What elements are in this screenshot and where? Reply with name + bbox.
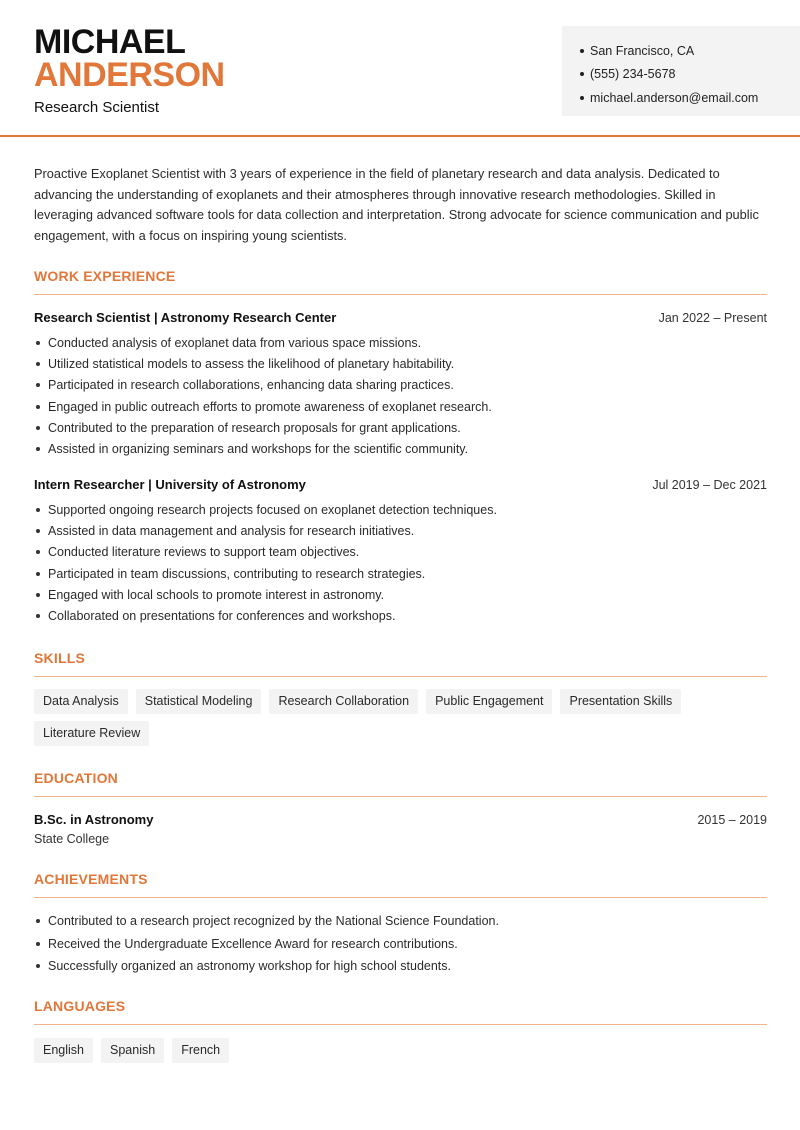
school-name: State College [34,832,110,846]
list-item: Conducted analysis of exoplanet data from various space missions. [34,332,767,353]
list-item: Collaborated on presentations for conferences and workshops. [34,605,767,626]
contact-location: San Francisco, CA [580,39,800,63]
contact-box [562,26,800,116]
list-item: Utilized statistical models to assess the likelihood of planetary habitability. [34,353,767,374]
skills-tags [34,689,767,753]
summary-paragraph: Proactive Exoplanet Scientist with 3 years of experience in the field of planetary research and data analysis. Dedicated to advancing the understanding of exoplanets and their atmospheres through innovative research methodologies. Skilled in leveraging advanced software tools for data collection and interpretation. Strong advocate for science communication and public engagement, with a focus on inspiring young scientists. [34,166,759,243]
list-item: Contributed to the preparation of research proposals for grant applications. [34,417,767,438]
section-divider [34,676,767,677]
language-tag: French [172,1038,229,1063]
bullet-icon [580,72,584,76]
bullet-icon [36,919,40,923]
contact-email: michael.anderson@email.com [580,86,800,110]
bullet-icon [36,964,40,968]
bullet-icon [36,405,40,409]
section-divider [34,796,767,797]
job-date: Jul 2019 – Dec 2021 [652,478,767,492]
bullet-icon [36,362,40,366]
bullet-icon [36,426,40,430]
list-item: Conducted literature reviews to support team objectives. [34,542,767,563]
section-divider [34,1024,767,1025]
bullet-icon [36,593,40,597]
list-item: Engaged with local schools to promote interest in astronomy. [34,584,767,605]
bullet-icon [36,508,40,512]
bullet-icon [36,550,40,554]
skill-tag: Research Collaboration [269,689,418,714]
list-item: Participated in research collaborations, enhancing data sharing practices. [34,375,767,396]
skill-tag: Presentation Skills [560,689,681,714]
job-header [34,310,767,325]
section-title-skills: SKILLS [34,650,85,666]
achievement-bullets [34,910,767,978]
section-divider [34,897,767,898]
list-item: Successfully organized an astronomy workshop for high school students. [34,955,767,978]
bullet-icon [36,529,40,533]
job-title: Research Scientist [34,99,160,116]
education-header [34,812,767,827]
list-item: Assisted in organizing seminars and workshops for the scientific community. [34,438,767,459]
job-header [34,477,767,492]
degree: B.Sc. in Astronomy [34,812,154,827]
job-date: Jan 2022 – Present [658,311,767,325]
job-role: Intern Researcher | University of Astronomy [34,477,306,492]
job-bullets [34,332,767,460]
section-divider [34,294,767,295]
bullet-icon [36,447,40,451]
contact-phone: (555) 234-5678 [580,63,800,87]
language-tags [34,1038,767,1070]
bullet-icon [36,614,40,618]
skill-tag: Literature Review [34,721,149,746]
list-item: Engaged in public outreach efforts to promote awareness of exoplanet research. [34,396,767,417]
bullet-icon [36,942,40,946]
skill-tag: Statistical Modeling [136,689,262,714]
skill-tag: Public Engagement [426,689,552,714]
education-date: 2015 – 2019 [697,813,767,827]
list-item: Received the Undergraduate Excellence Award for research contributions. [34,933,767,956]
bullet-icon [36,383,40,387]
section-title-work: WORK EXPERIENCE [34,268,176,284]
skill-tag: Data Analysis [34,689,128,714]
resume-header [0,0,800,137]
last-name: ANDERSON [34,56,225,94]
job-role: Research Scientist | Astronomy Research Center [34,310,337,325]
bullet-icon [36,341,40,345]
list-item: Contributed to a research project recognized by the National Science Foundation. [34,910,767,933]
section-title-achievements: ACHIEVEMENTS [34,871,148,887]
list-item: Supported ongoing research projects focused on exoplanet detection techniques. [34,499,767,520]
section-title-education: EDUCATION [34,770,118,786]
section-title-languages: LANGUAGES [34,998,126,1014]
list-item: Participated in team discussions, contributing to research strategies. [34,563,767,584]
bullet-icon [580,49,584,53]
bullet-icon [36,572,40,576]
language-tag: English [34,1038,93,1063]
job-bullets [34,499,767,627]
language-tag: Spanish [101,1038,164,1063]
list-item: Assisted in data management and analysis for research initiatives. [34,520,767,541]
first-name: MICHAEL [34,23,186,61]
bullet-icon [580,96,584,100]
